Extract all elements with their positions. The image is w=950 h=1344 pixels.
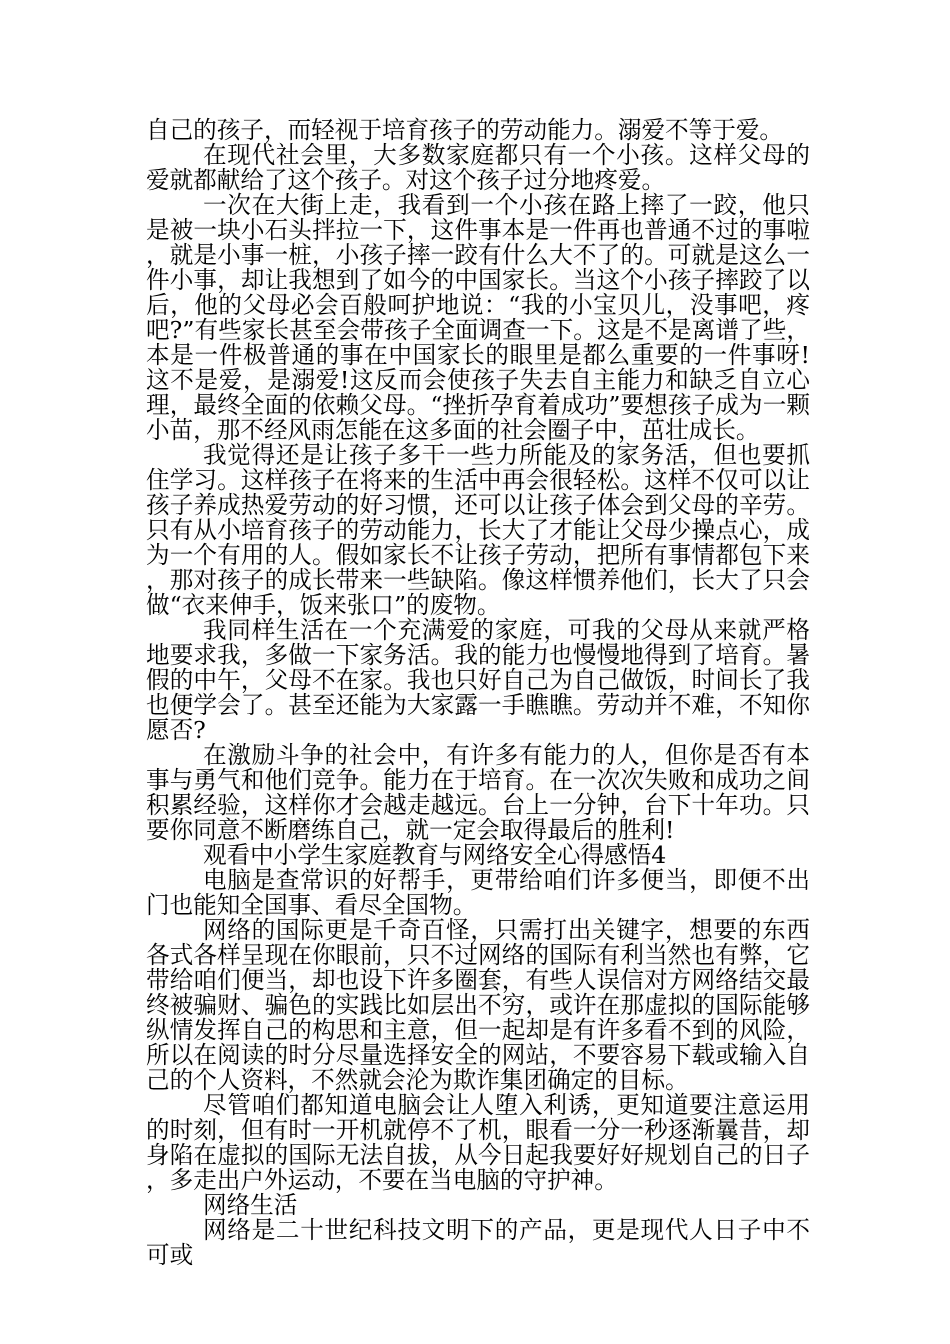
document-page [146,118,810,1268]
paragraph: 我觉得还是让孩子多干一些力所能及的家务活，但也要抓住学习。这样孩子在将来的生活中再会很轻松。这样不仅可以让孩子养成热爱劳动的好习惯，还可以让孩子体会到父母的辛劳。只有从小培育孩子的劳动能力，长大了才能让父母少操点心，成为一个有用的人。假如家长不让孩子劳动，把所有事情都包下来，那对孩子的成长带来一些缺陷。像这样惯养他们，长大了只会做“衣来伸手，饭来张口”的废物。 [146,441,810,619]
paragraph: 我同样生活在一个充满爱的家庭，可我的父母从来就严格地要求我，多做一下家务活。我的能力也慢慢地得到了培育。暑假的中午，父母不在家。我也只好自己为自己做饭，时间长了我也便学会了。甚至还能为大家露一手瞧瞧。劳动并不难，不知你愿否? [146,616,810,744]
paragraph: 在激励斗争的社会中，有许多有能力的人，但你是否有本事与勇气和他们竞争。能力在于培育。在一次次失败和成功之间积累经验，这样你才会越走越远。台上一分钟，台下十年功。只要你同意不断磨练自己，就一定会取得最后的胜利! [146,741,810,844]
subheading: 网络生活 [203,1191,298,1219]
paragraph: 电脑是查常识的好帮手，更带给咱们许多便当，即便不出门也能知全国事、看尽全国物。 [146,866,810,919]
paragraph: 网络的国际更是千奇百怪，只需打出关键字，想要的东西各式各样呈现在你眼前，只不过网络的国际有利当然也有弊，它带给咱们便当，却也设下许多圈套，有些人误信对方网络结交最终被骗财、骗色的实践比如层出不穷，或许在那虚拟的国际能够纵情发挥自己的构思和主意，但一起却是有许多看不到的风险，所以在阅读的时分尽量选择安全的网站，不要容易下载或输入自己的个人资料，不然就会沦为欺诈集团确定的目标。 [146,916,810,1094]
section-heading: 观看中小学生家庭教育与网络安全心得感悟4 [203,841,667,869]
paragraph: 网络是二十世纪科技文明下的产品，更是现代人日子中不可或 [146,1216,810,1269]
paragraph: 一次在大街上走，我看到一个小孩在路上摔了一跤，他只是被一块小石头拌拉一下，这件事本是一件再也普通不过的事啦，就是小事一桩，小孩子摔一跤有什么大不了的。可就是这么一件小事，却让我想到了如今的中国家长。当这个小孩子摔跤了以后，他的父母必会百般呵护地说：“我的小宝贝儿，没事吧，疼吧?”有些家长甚至会带孩子全面调查一下。这是不是离谱了些，本是一件极普通的事在中国家长的眼里是都么重要的一件事呀!这不是爱，是溺爱!这反而会使孩子失去自主能力和缺乏自立心理，最终全面的依赖父母。“挫折孕育着成功”要想孩子成为一颗小苗，那不经风雨怎能在这多面的社会圈子中，茁壮成长。 [146,191,810,444]
paragraph: 在现代社会里，大多数家庭都只有一个小孩。这样父母的爱就都献给了这个孩子。对这个孩子过分地疼爱。 [146,141,810,194]
paragraph: 尽管咱们都知道电脑会让人堕入利诱，更知道要注意运用的时刻，但有时一开机就停不了机，眼看一分一秒逐渐曩昔，却身陷在虚拟的国际无法自拔，从今日起我要好好规划自己的日子，多走出户外运动，不要在当电脑的守护神。 [146,1091,810,1194]
paragraph: 自己的孩子，而轻视于培育孩子的劳动能力。溺爱不等于爱。 [146,116,784,144]
